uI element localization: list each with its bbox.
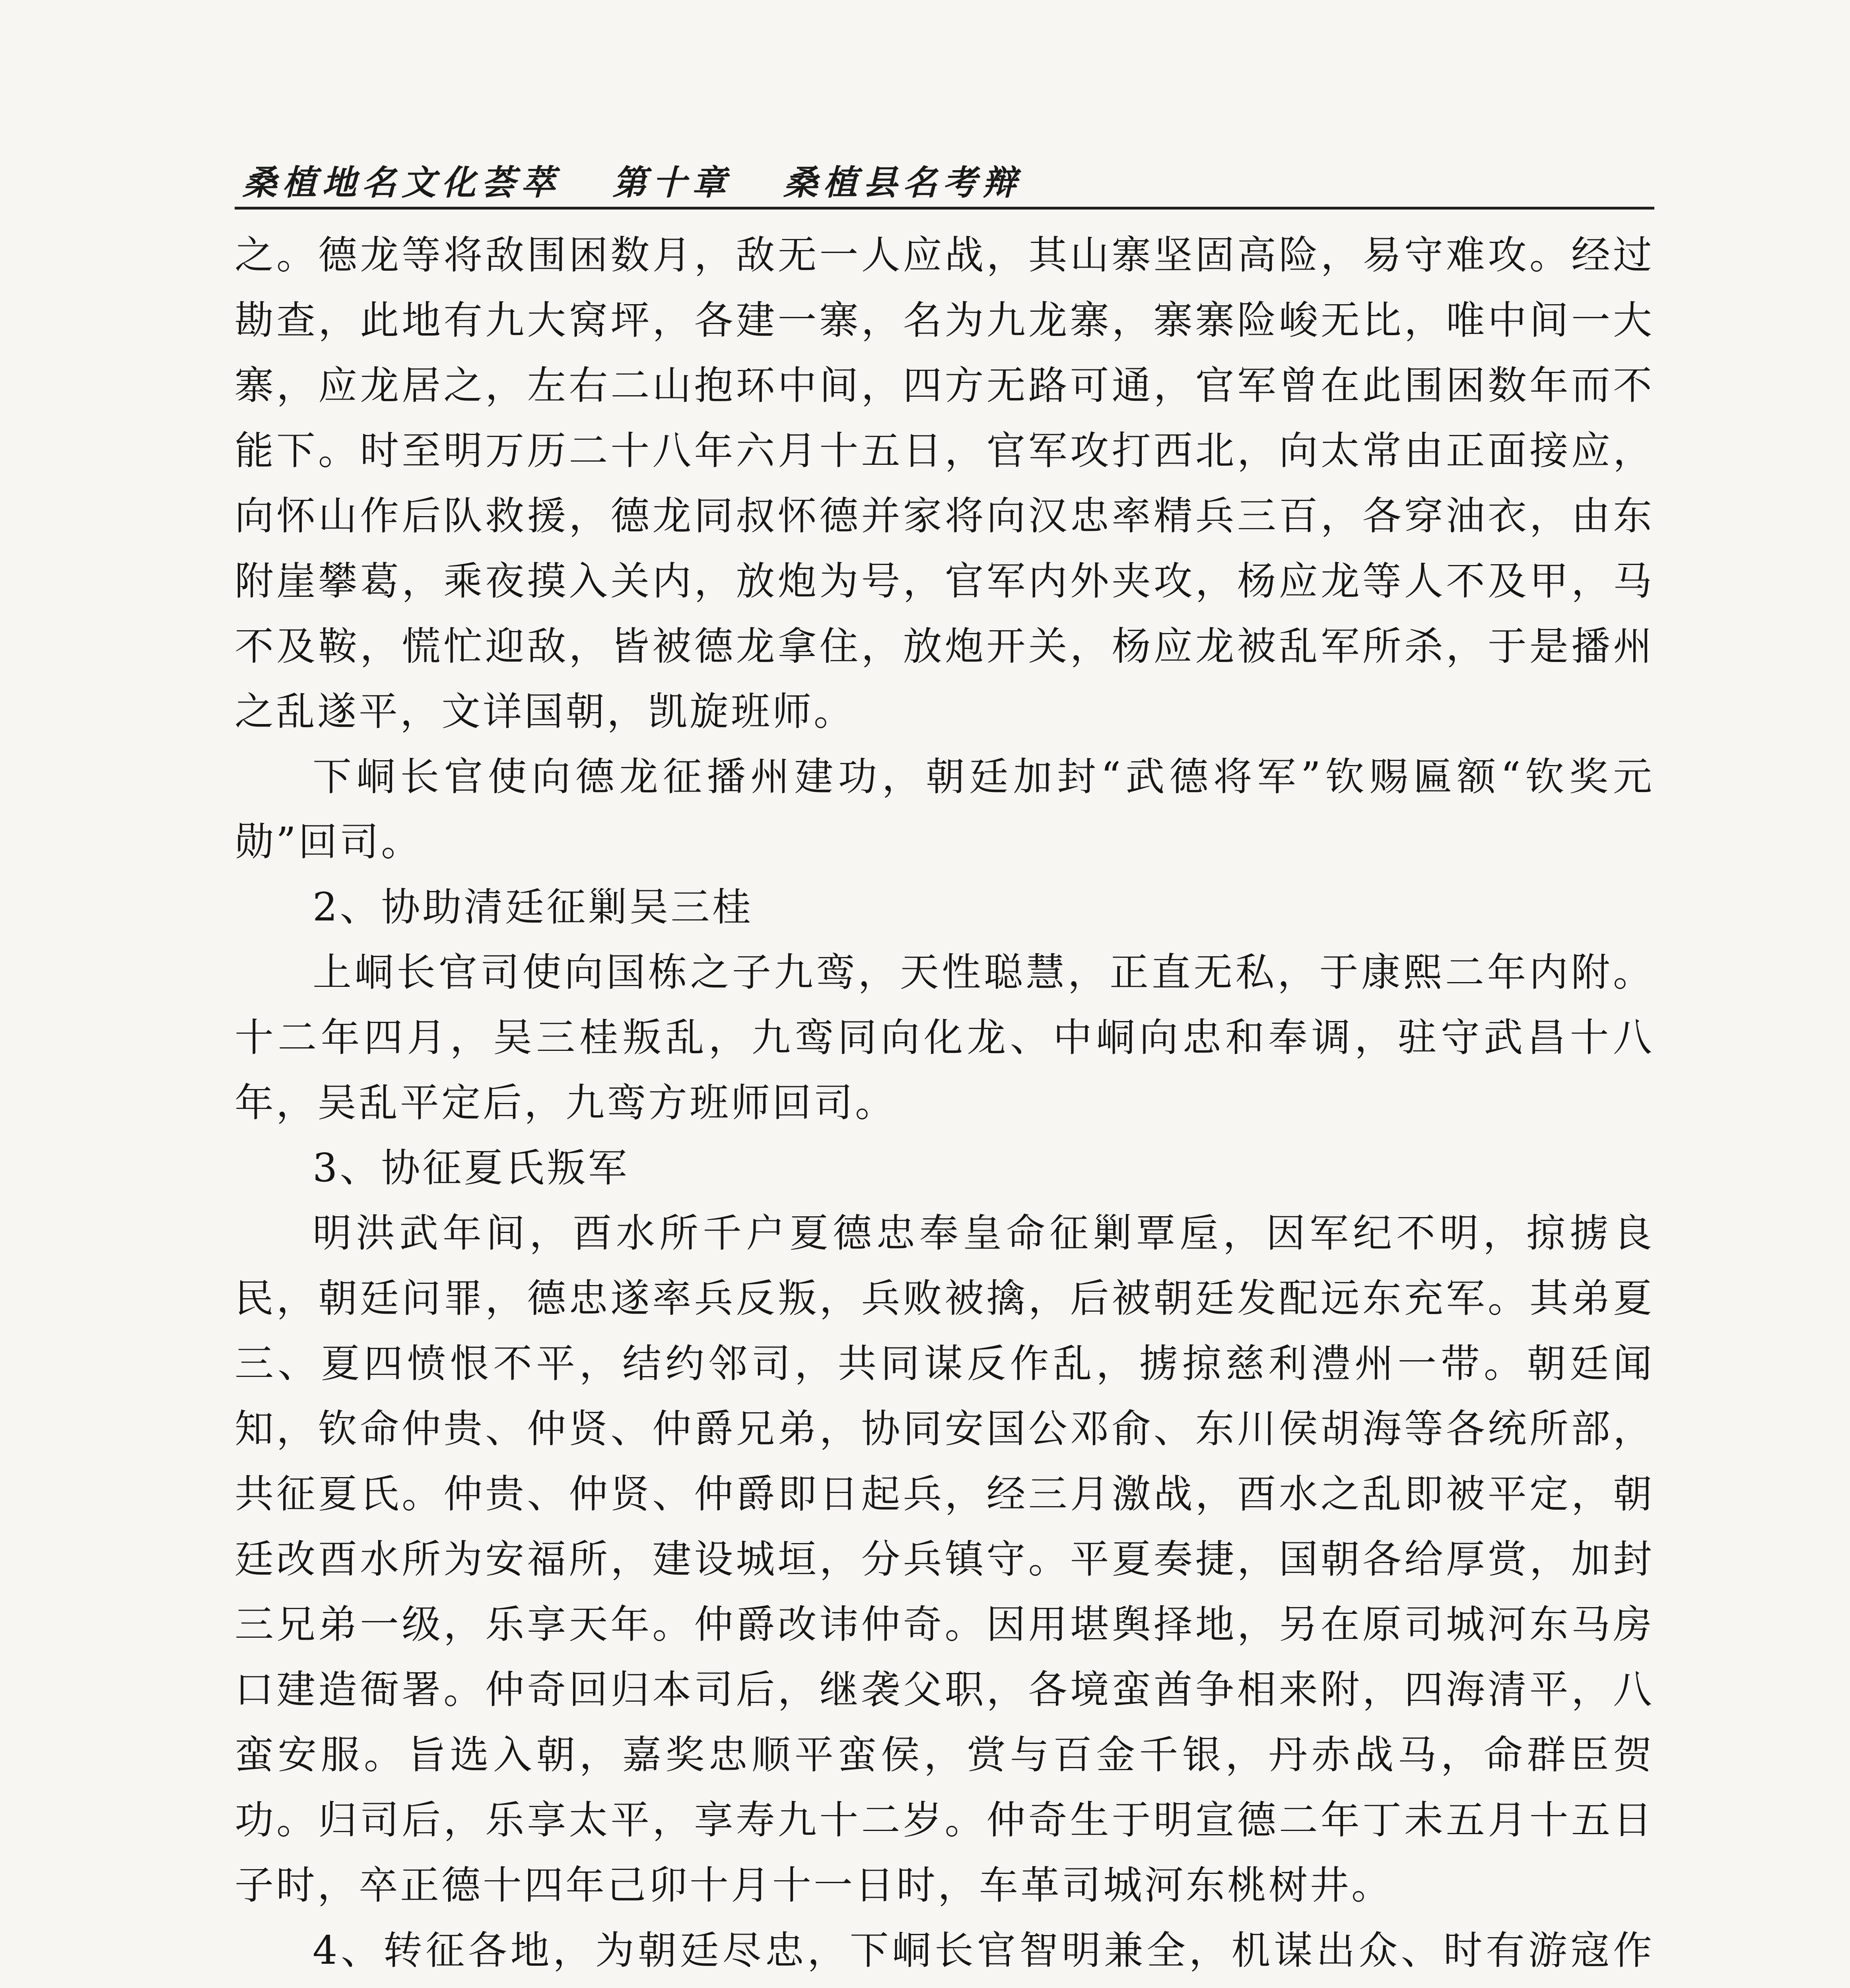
paragraph: 下峒长官使向德龙征播州建功，朝廷加封“武德将军”钦赐匾额“钦奖元勋”回司。 xyxy=(235,754,1654,865)
running-header xyxy=(235,131,1650,211)
header-divider xyxy=(235,207,1654,210)
subheading: 2、协助清廷征剿吴三桂 xyxy=(313,885,754,930)
header-section-title: 桑植县名考辩 xyxy=(783,163,1022,203)
header-book-title: 桑植地名文化荟萃 xyxy=(243,163,561,203)
paragraph: 4、转征各地，为朝廷尽忠，下峒长官智明兼全，机谋出众、时有游寇作 xyxy=(313,1928,1654,1973)
subheading: 3、协征夏氏叛军 xyxy=(313,1145,630,1191)
body-text xyxy=(235,223,1654,1988)
paragraph: 之。德龙等将敌围困数月，敌无一人应战，其山寨坚固高险，易守难攻。经过勘查，此地有九大窝坪，各建一寨，名为九龙寨，寨寨险峻无比，唯中间一大寨，应龙居之，左右二山抱环中间，四方无路可通，官军曾在此围困数年而不能下。时至明万历二十八年六月十五日，官军攻打西北，向太常由正面接应，向怀山作后队救援，德龙同叔怀德并家将向汉忠率精兵三百，各穿油衣，由东附崖攀葛，乘夜摸入关内，放炮为号，官军内外夹攻，杨应龙等人不及甲，马不及鞍，慌忙迎敌，皆被德龙拿住，放炮开关，杨应龙被乱军所杀，于是播州之乱遂平，文详国朝，凯旋班师。 xyxy=(235,233,1654,734)
header-chapter: 第十章 xyxy=(612,163,732,203)
paragraph: 上峒长官司使向国栋之子九鸾，天性聪慧，正直无私，于康熙二年内附。十二年四月，吴三桂叛乱，九鸾同向化龙、中峒向忠和奉调，驻守武昌十八年，吴乱平定后，九鸾方班师回司。 xyxy=(235,950,1654,1126)
paragraph: 明洪武年间，酉水所千户夏德忠奉皇命征剿覃垕，因军纪不明，掠掳良民，朝廷问罪，德忠遂率兵反叛，兵败被擒，后被朝廷发配远东充军。其弟夏三、夏四愤恨不平，结约邻司，共同谋反作乱，掳掠慈利澧州一带。朝廷闻知，钦命仲贵、仲贤、仲爵兄弟，协同安国公邓俞、东川侯胡海等各统所部，共征夏氏。仲贵、仲贤、仲爵即日起兵，经三月激战，酉水之乱即被平定，朝廷改酉水所为安福所，建设城垣，分兵镇守。平夏奏捷，国朝各给厚赏，加封三兄弟一级，乐享天年。仲爵改讳仲奇。因用堪舆择地，另在原司城河东马房口建造衙署。仲奇回归本司后，继袭父职，各境蛮酋争相来附，四海清平，八蛮安服。旨选入朝，嘉奖忠顺平蛮侯，赏与百金千银，丹赤战马，命群臣贺功。归司后，乐享太平，享寿九十二岁。仲奇生于明宣德二年丁未五月十五日子时，卒正德十四年己卯十月十一日时，车革司城河东桃树井。 xyxy=(235,1211,1654,1908)
